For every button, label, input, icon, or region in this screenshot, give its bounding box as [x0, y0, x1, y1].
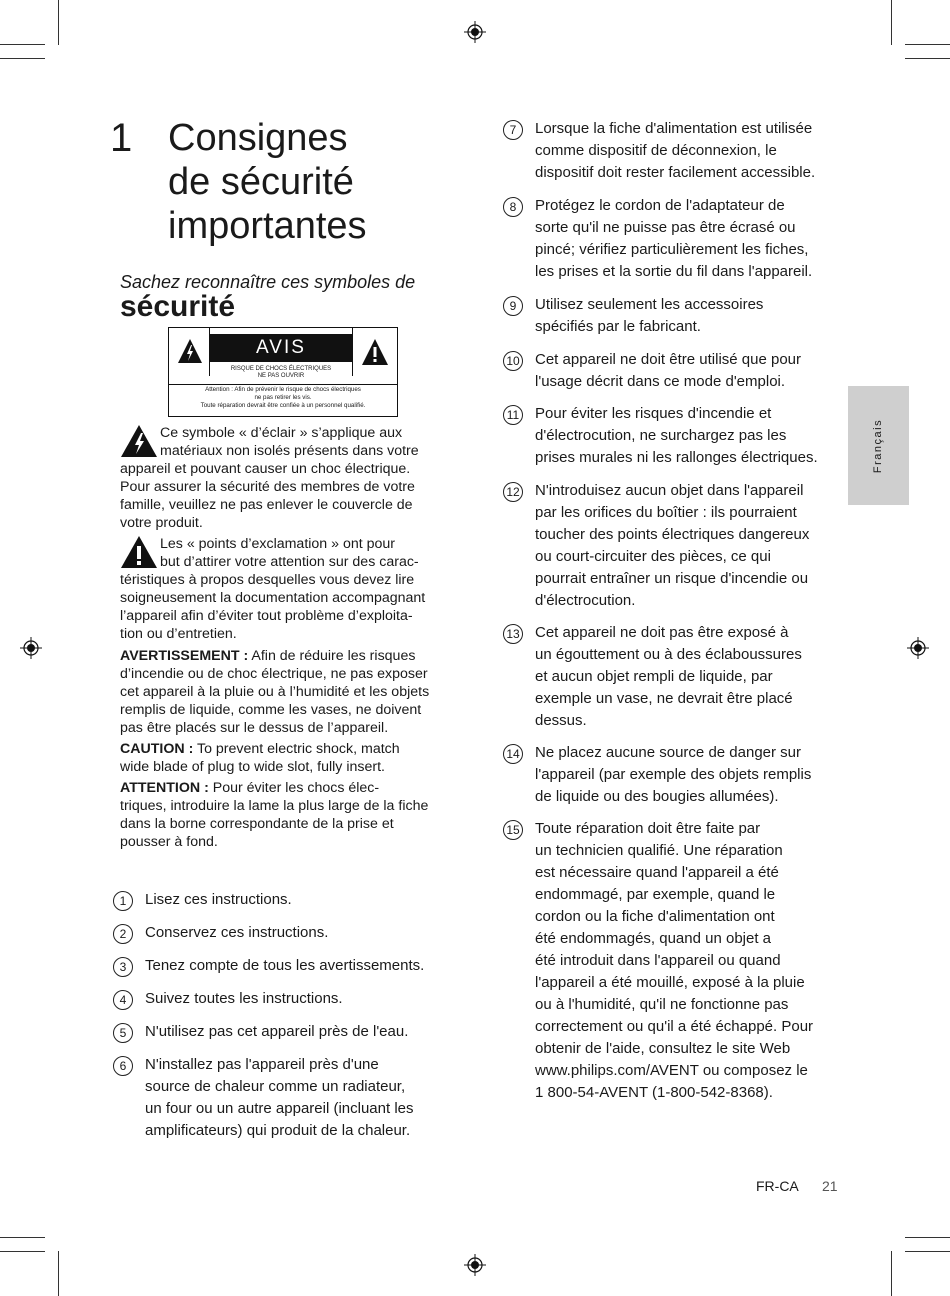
list-number: 6 — [113, 1056, 133, 1076]
list-line: Utilisez seulement les accessoires — [535, 296, 764, 313]
crop-mark — [0, 1251, 45, 1252]
list-line: d'électrocution, ne surchargez pas les — [535, 427, 787, 444]
paragraph-line: tion ou d’entretien. — [120, 626, 237, 642]
paragraph-line: Pour assurer la sécurité des membres de votre — [120, 479, 415, 495]
list-line: www.philips.com/AVENT ou composez le — [535, 1062, 808, 1079]
paragraph-line: but d’attirer votre attention sur des carac- — [160, 554, 419, 570]
list-line: cordon ou la fiche d'alimentation ont — [535, 908, 775, 925]
list-line: Lorsque la fiche d'alimentation est utilisée — [535, 120, 813, 137]
list-line: Ne placez aucune source de danger sur — [535, 744, 802, 761]
avis-risk-line: RISQUE DE CHOCS ÉLECTRIQUES — [230, 366, 332, 372]
footer-locale: FR-CA — [756, 1178, 799, 1194]
list-line: Toute réparation doit être faite par — [535, 820, 761, 837]
list-line: dessus. — [535, 712, 587, 729]
avis-note — [173, 386, 393, 410]
paragraph-line: famille, veuillez ne pas enlever le couvercle de — [120, 497, 413, 513]
avertissement-label: AVERTISSEMENT : — [120, 648, 249, 664]
list-line: un technicien qualifié. Une réparation — [535, 842, 783, 859]
language-tab-label: Français — [872, 418, 884, 474]
crop-mark — [58, 1251, 59, 1296]
list-number: 3 — [113, 957, 133, 977]
list-number: 1 — [113, 891, 133, 911]
list-line: N'installez pas l'appareil près d'une — [145, 1056, 379, 1073]
paragraph-line: Les « points d’exclamation » ont pour — [160, 536, 396, 552]
list-line: ou court-circuiter des pièces, ce qui — [535, 548, 771, 565]
list-line: 1 800-54-AVENT (1-800-542-8368). — [535, 1084, 773, 1101]
list-text — [145, 922, 455, 944]
crop-mark — [58, 0, 59, 45]
symbols-heading: sécurité — [120, 290, 236, 323]
paragraph-line: wide blade of plug to wide slot, fully insert. — [120, 759, 385, 775]
list-text — [145, 1021, 455, 1043]
section-title-line: Consignes — [168, 117, 348, 159]
avis-divider — [169, 384, 397, 385]
list-line: été introduit dans l'appareil ou quand — [535, 952, 781, 969]
registration-mark-icon — [20, 637, 42, 659]
paragraph-line: l’appareil afin d’éviter tout problème d’exploita- — [120, 608, 413, 624]
list-line: source de chaleur comme un radiateur, — [145, 1078, 406, 1095]
list-line: Suivez toutes les instructions. — [145, 990, 343, 1007]
list-line: les prises et la sortie du fil dans l'appareil. — [535, 263, 813, 280]
crop-mark — [905, 1251, 950, 1252]
list-text — [535, 480, 845, 612]
list-line: l'usage décrit dans ce mode d'emploi. — [535, 373, 786, 390]
page-number: 21 — [822, 1178, 838, 1194]
exclamation-paragraph — [120, 535, 450, 643]
avis-note-line: ne pas retirer les vis. — [254, 394, 312, 401]
list-line: exemple un vase, ne devrait être placé — [535, 690, 793, 707]
list-line: de liquide ou des bougies allumées). — [535, 788, 779, 805]
list-line: amplificateurs) qui produit de la chaleur. — [145, 1122, 411, 1139]
avis-warning-label — [168, 327, 398, 417]
list-line: pincé; vérifiez particulièrement les fiches, — [535, 241, 809, 258]
list-line: spécifiés par le fabricant. — [535, 318, 701, 335]
list-text — [535, 349, 845, 393]
symbols-intro: Sachez reconnaître ces symboles de — [120, 272, 416, 292]
paragraph-line: votre produit. — [120, 515, 203, 531]
list-line: Cet appareil ne doit pas être exposé à — [535, 624, 789, 641]
paragraph-line: dans la borne correspondante de la prise et — [120, 816, 394, 832]
section-title — [168, 116, 468, 248]
list-line: comme dispositif de déconnexion, le — [535, 142, 777, 159]
caution-paragraph — [120, 740, 450, 776]
list-line: l'appareil a été mouillé, exposé à la pluie — [535, 974, 805, 991]
registration-mark-icon — [464, 21, 486, 43]
crop-mark — [0, 44, 45, 45]
avis-risk-line: NE PAS OUVRIR — [257, 373, 305, 379]
paragraph-line: téristiques à propos desquelles vous devez lire — [120, 572, 415, 588]
list-line: obtenir de l'aide, consultez le site Web — [535, 1040, 791, 1057]
crop-mark — [905, 44, 950, 45]
list-number: 12 — [503, 482, 523, 502]
list-number: 10 — [503, 351, 523, 371]
list-line: et aucun objet rempli de liquide, par — [535, 668, 773, 685]
list-number: 8 — [503, 197, 523, 217]
list-line: Tenez compte de tous les avertissements. — [145, 957, 425, 974]
caution-label: CAUTION : — [120, 741, 194, 757]
paragraph-line: d’incendie ou de choc électrique, ne pas exposer — [120, 666, 428, 682]
list-text — [145, 889, 455, 911]
avis-center-panel — [209, 328, 353, 379]
avis-note-line: Toute réparation devrait être confiée à un personnel qualifié. — [200, 402, 366, 409]
paragraph-line: Ce symbole « d’éclair » s’applique aux — [160, 425, 403, 441]
list-line: l'appareil (par exemple des objets remplis — [535, 766, 812, 783]
list-number: 15 — [503, 820, 523, 840]
crop-mark — [891, 1251, 892, 1296]
list-text — [535, 403, 845, 469]
list-text — [145, 955, 455, 977]
list-line: sorte qu'il ne puisse pas être écrasé ou — [535, 219, 796, 236]
list-number: 13 — [503, 624, 523, 644]
list-line: correctement ou qu'il a été échappé. Pour — [535, 1018, 814, 1035]
paragraph-line: remplis de liquide, comme les vases, ne doivent — [120, 702, 422, 718]
list-line: un four ou un autre appareil (incluant les — [145, 1100, 414, 1117]
section-number: 1 — [110, 116, 133, 160]
language-tab — [848, 386, 909, 505]
avis-title: AVIS — [210, 334, 352, 362]
list-line: un égouttement ou à des éclaboussures — [535, 646, 802, 663]
list-line: est nécessaire quand l'appareil a été — [535, 864, 779, 881]
attention-label: ATTENTION : — [120, 780, 209, 796]
lightning-paragraph — [120, 424, 450, 532]
list-text — [535, 195, 845, 283]
lightning-triangle-icon — [177, 338, 203, 364]
list-line: par les orifices du boîtier : ils pourraient — [535, 504, 797, 521]
paragraph-line: pas être placés sur le dessus de l’appareil. — [120, 720, 389, 736]
crop-mark — [891, 0, 892, 45]
list-line: été endommagés, quand un objet a — [535, 930, 772, 947]
list-line: prises murales ni les rallonges électriques. — [535, 449, 818, 466]
list-line: N'introduisez aucun objet dans l'appareil — [535, 482, 804, 499]
paragraph-line: soigneusement la documentation accompagnant — [120, 590, 426, 606]
crop-mark — [905, 1237, 950, 1238]
paragraph-line: matériaux non isolés présents dans votre — [160, 443, 419, 459]
registration-mark-icon — [907, 637, 929, 659]
paragraph-line: triques, introduire la lame la plus large de la fiche — [120, 798, 429, 814]
list-number: 7 — [503, 120, 523, 140]
list-line: Lisez ces instructions. — [145, 891, 292, 908]
list-number: 9 — [503, 296, 523, 316]
list-number: 4 — [113, 990, 133, 1010]
avertissement-paragraph — [120, 647, 450, 737]
list-line: Protégez le cordon de l'adaptateur de — [535, 197, 785, 214]
paragraph-line: pousser à fond. — [120, 834, 218, 850]
paragraph-line: Pour éviter les chocs élec- — [208, 780, 380, 796]
avis-note-line: Attention : Afin de prévenir le risque de chocs électriques — [205, 386, 361, 393]
list-line: dispositif doit rester facilement accessible. — [535, 164, 816, 181]
list-line: Pour éviter les risques d'incendie et — [535, 405, 772, 422]
list-text — [145, 1054, 455, 1142]
list-number: 2 — [113, 924, 133, 944]
list-text — [535, 742, 845, 808]
list-number: 5 — [113, 1023, 133, 1043]
list-line: N'utilisez pas cet appareil près de l'eau. — [145, 1023, 409, 1040]
paragraph-line: appareil et pouvant causer un choc électrique. — [120, 461, 411, 477]
list-line: ou à l'humidité, qu'il ne fonctionne pas — [535, 996, 789, 1013]
list-line: d'électrocution. — [535, 592, 636, 609]
list-line: pourrait entraîner un risque d'incendie ou — [535, 570, 809, 587]
avis-risk-text — [210, 366, 352, 380]
list-number: 11 — [503, 405, 523, 425]
paragraph-line: cet appareil à la pluie ou à l’humidité et les objets — [120, 684, 430, 700]
attention-paragraph — [120, 779, 450, 851]
list-line: toucher des points électriques dangereux — [535, 526, 810, 543]
list-text — [535, 622, 845, 732]
list-text — [535, 294, 845, 338]
list-text — [535, 118, 845, 184]
crop-mark — [905, 58, 950, 59]
list-number: 14 — [503, 744, 523, 764]
registration-mark-icon — [464, 1254, 486, 1276]
crop-mark — [0, 58, 45, 59]
crop-mark — [0, 1237, 45, 1238]
section-title-line: importantes — [168, 205, 367, 247]
paragraph-line: To prevent electric shock, match — [193, 741, 400, 757]
paragraph-line: Afin de réduire les risques — [248, 648, 416, 664]
exclamation-triangle-icon — [361, 338, 389, 366]
list-line: endommagé, par exemple, quand le — [535, 886, 776, 903]
list-line: Cet appareil ne doit être utilisé que pour — [535, 351, 802, 368]
list-text — [535, 818, 845, 1104]
list-text — [145, 988, 455, 1010]
section-title-line: de sécurité — [168, 161, 354, 203]
list-line: Conservez ces instructions. — [145, 924, 329, 941]
